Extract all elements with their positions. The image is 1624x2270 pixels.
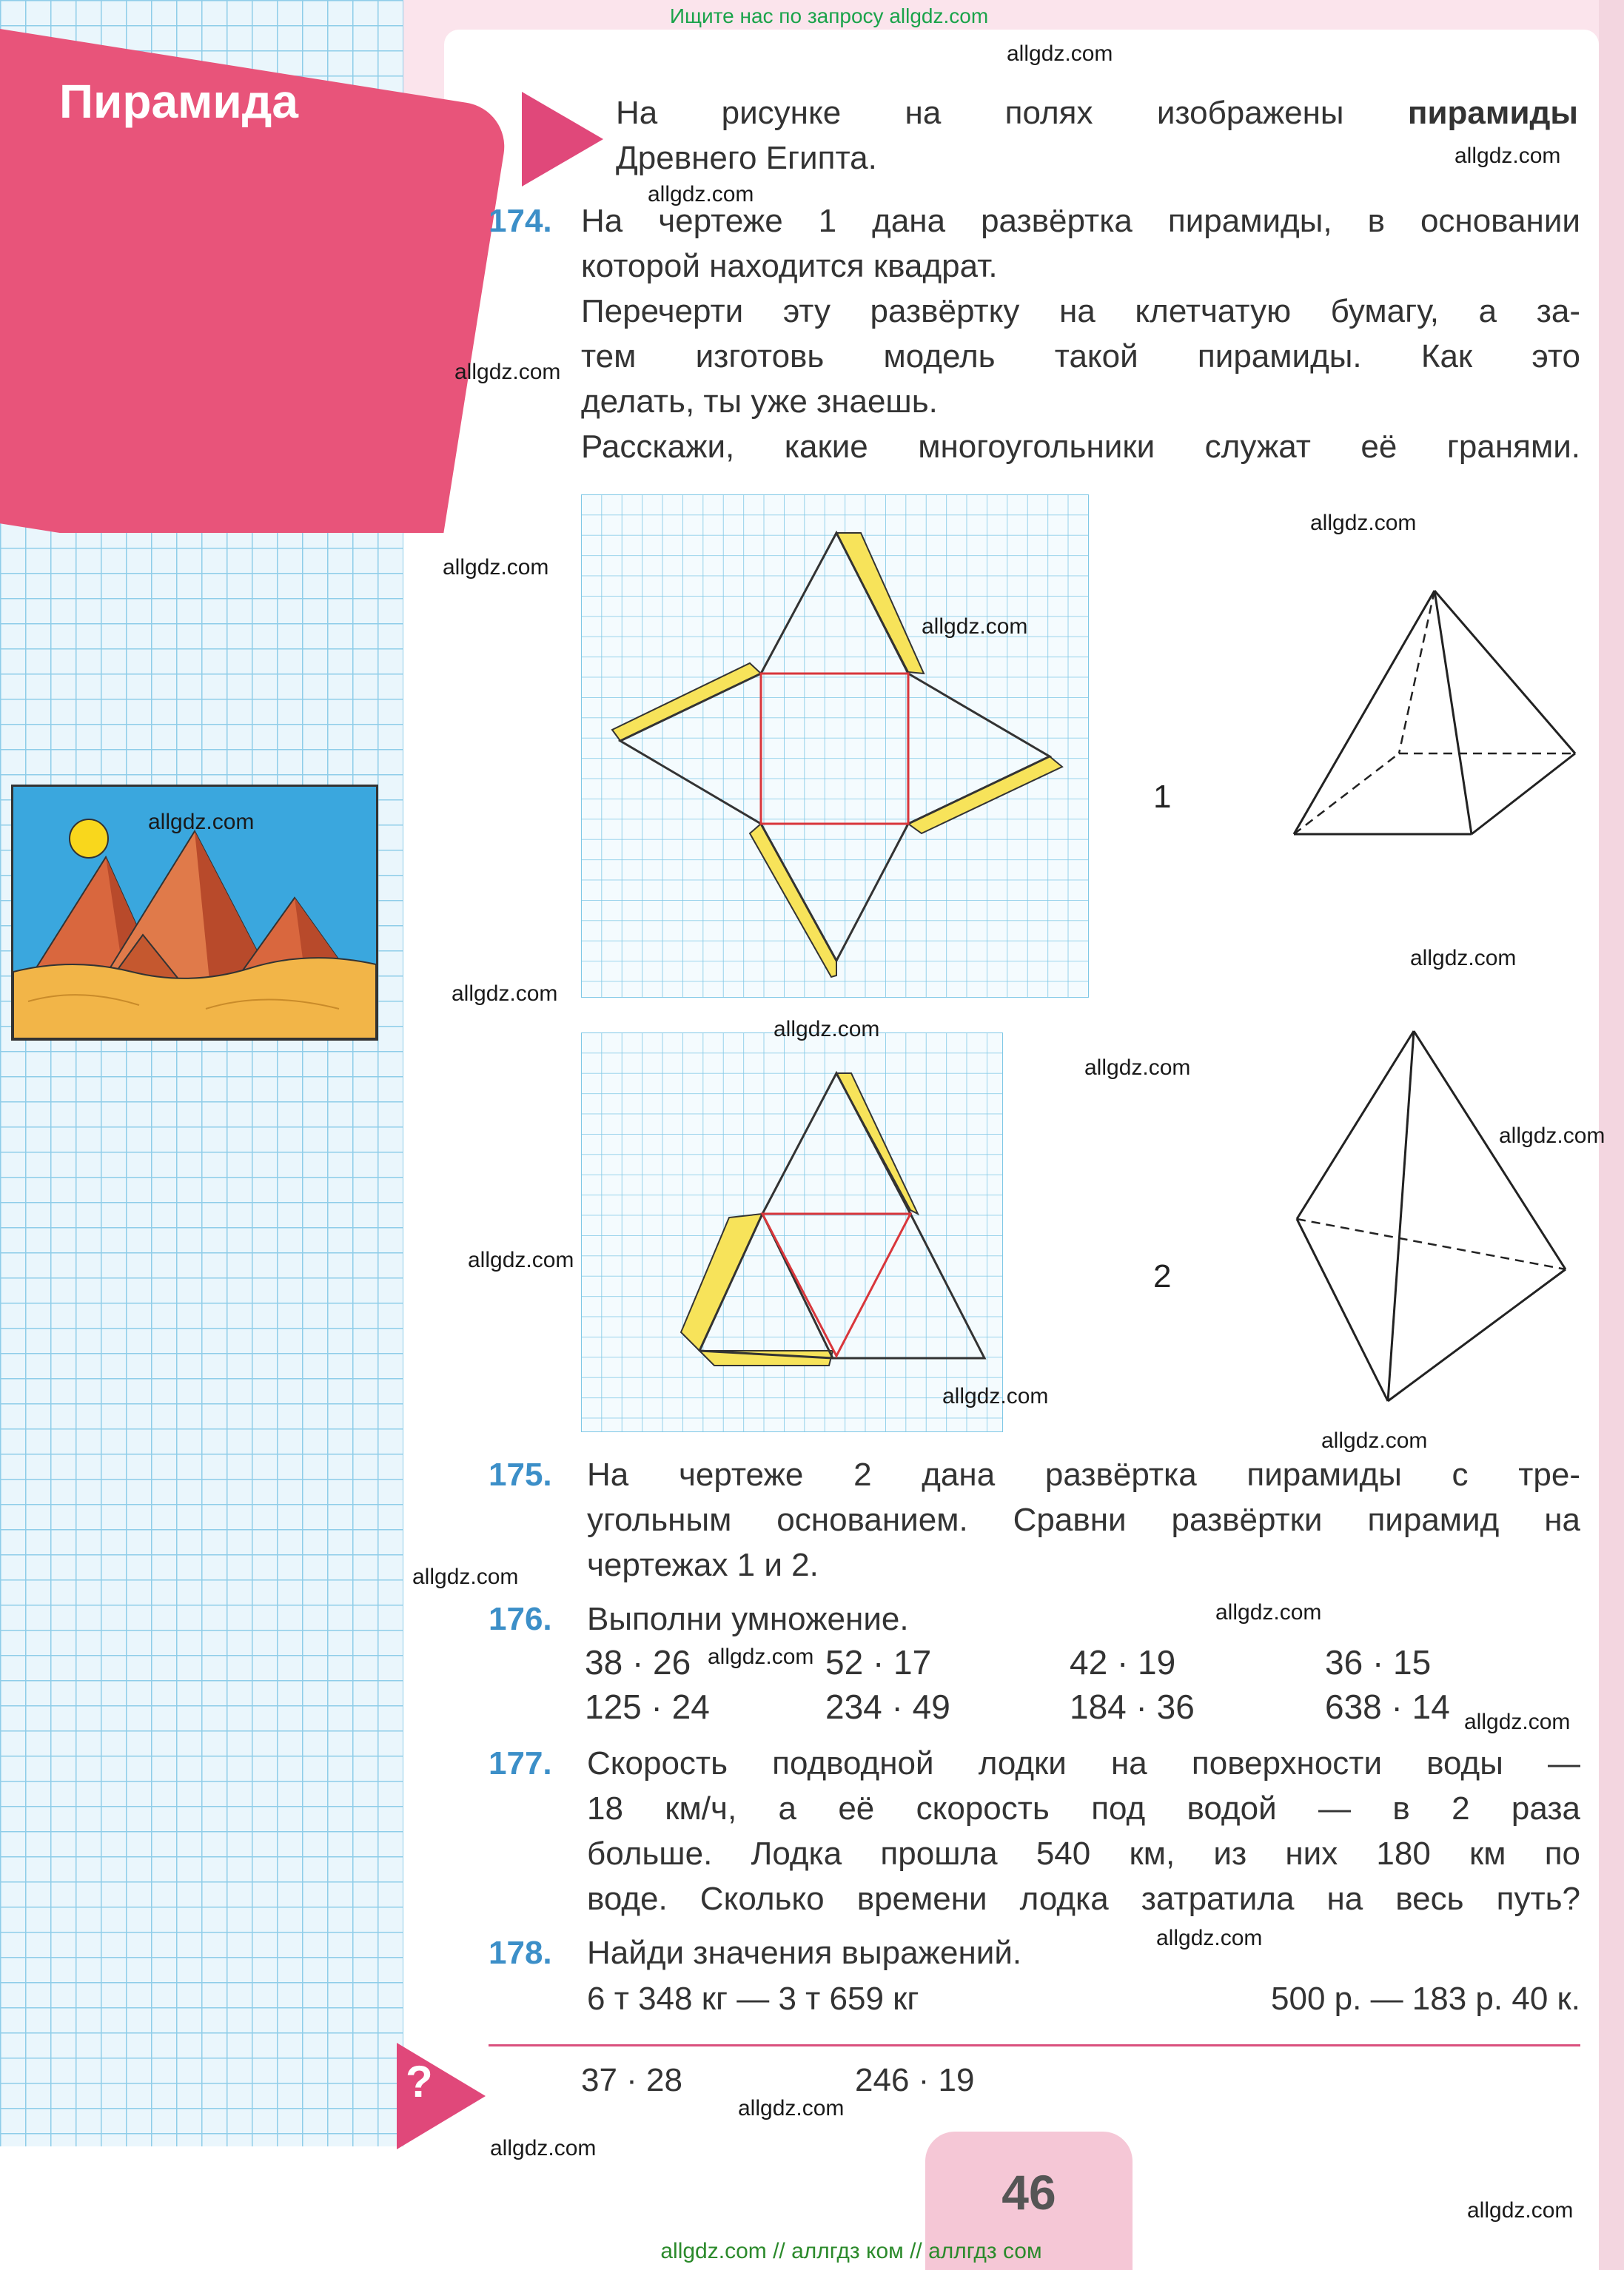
watermark: allgdz.com [1156,1926,1263,1950]
task-176-number: 176. [489,1601,552,1637]
mult-cell: 234 · 49 [825,1688,950,1726]
watermark: allgdz.com [1464,1710,1571,1734]
footer-links[interactable]: allgdz.com // аллгдз ком // аллгдз сом [660,2239,1042,2263]
watermark: allgdz.com [648,182,754,206]
question-mark: ? [406,2057,433,2106]
drawing-label-1: 1 [1153,779,1172,815]
page-number: 46 [1001,2165,1056,2220]
watermark: allgdz.com [443,555,549,580]
mult-cell: 184 · 36 [1070,1688,1195,1726]
watermark: allgdz.com [452,981,558,1006]
task-178-expr-1: 6 т 348 кг — 3 т 659 кг [587,1981,919,2017]
watermark: allgdz.com [942,1384,1049,1408]
task-178-expr-2: 500 р. — 183 р. 40 к. [1271,1981,1580,2017]
task-176-title: Выполни умножение. [587,1601,909,1637]
watermark: allgdz.com [1467,2198,1574,2223]
task-177-text: Скорость подводной лодки на поверхности воды — 18 км/ч, а её скорость под водой — в 2 раза больше. Лодка прошла 540 км, из них 180 км по воде. Сколько времени лодка затратила на весь путь? [587,1745,1580,1917]
intro-text: На рисунке на полях изображены пирамиды Древнего Египта. [616,95,1578,176]
task-178-title: Найди значения выражений. [587,1935,1022,1971]
task-175-number: 175. [489,1457,552,1493]
triangular-pyramid-figure [1288,1025,1577,1410]
watermark: allgdz.com [490,2136,597,2160]
task-174-text: На чертеже 1 дана развёртка пирамиды, в основании которой находится квадрат. Перечерти эту развёртку на клетчатую бумагу, а за- тем изготовь модель такой пирамиды. Как это делать, ты уже знаешь. Расскажи, какие многоугольники служат её гранями. [581,203,1580,465]
task-175-text: На чертеже 2 дана развёртка пирамиды с тре- угольным основанием. Сравни развёртки пирамид на чертежах 1 и 2. [587,1457,1580,1583]
mult-cell: 38 · 26 [585,1643,691,1682]
top-banner[interactable]: Ищите нас по запросу allgdz.com [669,4,989,27]
question-expr-2: 246 · 19 [855,2062,975,2098]
triangular-pyramid-net-drawing [581,1032,1003,1432]
watermark: allgdz.com [1007,41,1113,66]
watermark: allgdz.com [412,1565,519,1589]
grid-paper-margin [0,296,403,2146]
watermark: allgdz.com [1454,144,1561,168]
square-pyramid-net-drawing [581,494,1089,998]
sun-icon [70,819,108,858]
mult-cell: 638 · 14 [1325,1688,1450,1726]
divider-rule [489,2044,1580,2046]
question-expr-1: 37 · 28 [581,2062,682,2098]
watermark: allgdz.com [1084,1055,1191,1080]
watermark: allgdz.com [468,1248,574,1272]
watermark: allgdz.com [922,614,1028,639]
watermark: allgdz.com [1215,1600,1322,1625]
watermark: allgdz.com [738,2096,845,2120]
task-174-number: 174. [489,203,552,239]
task-178-number: 178. [489,1935,552,1971]
watermark: allgdz.com [1321,1428,1428,1453]
task-177-number: 177. [489,1745,552,1782]
watermark: allgdz.com [1499,1124,1605,1148]
watermark: allgdz.com [1310,511,1417,535]
square-pyramid-figure [1281,585,1584,844]
mult-cell: 125 · 24 [585,1688,710,1726]
watermark: allgdz.com [148,810,255,834]
drawing-label-2: 2 [1153,1258,1172,1294]
watermark: allgdz.com [708,1645,814,1669]
mult-cell: 42 · 19 [1070,1643,1176,1682]
mult-cell: 36 · 15 [1325,1643,1432,1682]
mult-cell: 52 · 17 [825,1643,932,1682]
page-title: Пирамида [59,75,298,128]
intro-marker-icon [522,92,603,187]
watermark: allgdz.com [774,1017,880,1041]
watermark: allgdz.com [454,360,561,384]
watermark: allgdz.com [1410,946,1517,970]
